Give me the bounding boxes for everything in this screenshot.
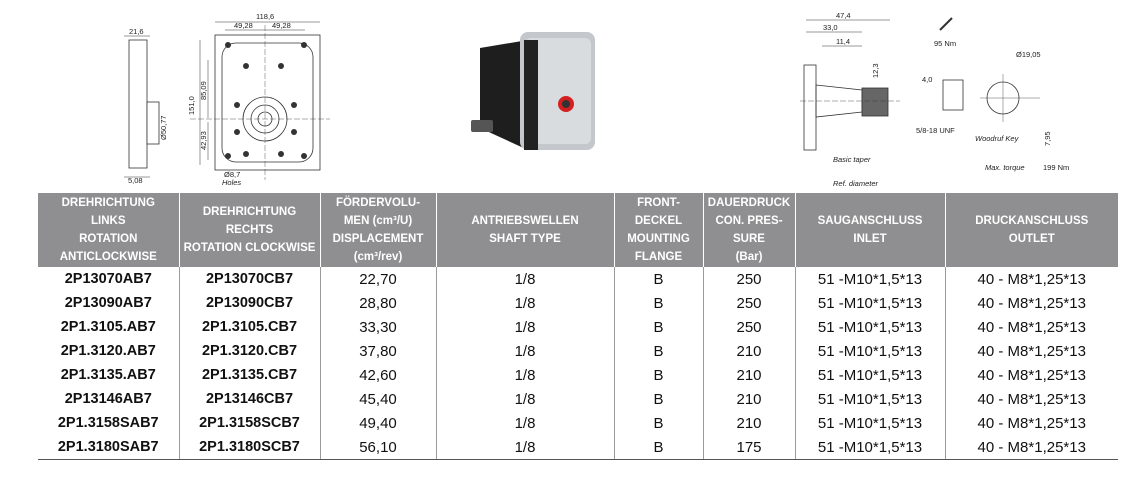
cell-outlet: 40 - M8*1,25*13 bbox=[977, 342, 1086, 360]
cell-flange: B bbox=[614, 315, 703, 339]
dim-label: 199 Nm bbox=[1043, 163, 1070, 172]
dim-label: 33,0 bbox=[823, 23, 838, 32]
dim-label: Ref. diameter bbox=[833, 179, 879, 188]
cell-code-left: 2P1.3135.AB7 bbox=[38, 363, 179, 387]
cell-displacement: 45,40 bbox=[320, 387, 436, 411]
header-rotation-left: DREHRICHTUNG LINKS ROTATION ANTICLOCKWISE bbox=[38, 193, 179, 267]
cell-shaft-type: 1/8 bbox=[436, 267, 614, 291]
cell-code-right: 2P1.3135.CB7 bbox=[179, 363, 320, 387]
header-inlet: SAUGANSCHLUSS INLET bbox=[795, 193, 945, 267]
cell-shaft-type: 1/8 bbox=[436, 315, 614, 339]
cell-code-right: 2P1.3105.CB7 bbox=[179, 315, 320, 339]
cell-inlet: 51 -M10*1,5*13 bbox=[795, 339, 945, 363]
dim-label: 5,08 bbox=[128, 176, 143, 185]
cell-code-right: 2P1.3158SCB7 bbox=[179, 411, 320, 435]
dim-label: 49,28 bbox=[272, 21, 291, 30]
cell-code-left: 2P13090AB7 bbox=[38, 291, 179, 315]
cell-shaft-type: 1/8 bbox=[436, 411, 614, 435]
cell-displacement: 33,30 bbox=[320, 315, 436, 339]
dim-label: Ø8,7 bbox=[224, 170, 241, 179]
header-outlet: DRUCKANSCHLUSS OUTLET bbox=[945, 193, 1118, 267]
dim-label: Woodruf Key bbox=[975, 134, 1019, 143]
cell-inlet: 51 -M10*1,5*13 bbox=[795, 315, 945, 339]
dim-label: 85,09 bbox=[199, 81, 208, 100]
cell-outlet: 40 - M8*1,25*13 bbox=[977, 294, 1086, 312]
cell-inlet: 51 -M10*1,5*13 bbox=[795, 291, 945, 315]
table-header-row bbox=[38, 193, 1118, 267]
cell-flange: B bbox=[614, 363, 703, 387]
cell-code-left: 2P1.3120.AB7 bbox=[38, 339, 179, 363]
dim-label: 151,0 bbox=[187, 96, 196, 115]
header-continuous-pressure: DAUERDRUCK CON. PRES- SURE (Bar) bbox=[703, 193, 795, 267]
cell-outlet: 40 - M8*1,25*13 bbox=[945, 435, 1118, 460]
technical-drawings bbox=[0, 0, 1148, 192]
dim-label: 47,4 bbox=[836, 11, 851, 20]
dim-label: 5/8-18 UNF bbox=[916, 126, 955, 135]
cell-code-right: 2P13070CB7 bbox=[179, 267, 320, 291]
dim-label: Basic taper bbox=[833, 155, 871, 164]
cell-outlet: 40 - M8*1,25*13 bbox=[977, 318, 1086, 336]
cell-pressure: 175 bbox=[703, 435, 795, 460]
cell-displacement: 22,70 bbox=[320, 267, 436, 291]
dim-label: 11,4 bbox=[836, 37, 851, 46]
header-displacement: FÖRDERVOLU- MEN (cm³/U) DISPLACEMENT (cm³/rev) bbox=[320, 193, 436, 267]
cell-flange: B bbox=[614, 435, 703, 460]
cell-code-left: 2P1.3105.AB7 bbox=[38, 315, 179, 339]
dim-label: 7,95 bbox=[1043, 131, 1052, 146]
cell-flange: B bbox=[614, 339, 703, 363]
dim-label: Max. torque bbox=[985, 163, 1025, 172]
cell-pressure: 210 bbox=[703, 339, 795, 363]
table-row bbox=[38, 267, 1118, 291]
table-row bbox=[38, 315, 1118, 339]
dim-label: 118,6 bbox=[256, 12, 275, 21]
cell-pressure: 250 bbox=[703, 291, 795, 315]
cell-inlet: 51 -M10*1,5*13 bbox=[795, 435, 945, 460]
cell-displacement: 28,80 bbox=[320, 291, 436, 315]
cell-code-left: 2P1.3180SAB7 bbox=[38, 435, 179, 460]
dim-label: 12,3 bbox=[871, 63, 880, 78]
cell-code-right: 2P1.3120.CB7 bbox=[179, 339, 320, 363]
cell-flange: B bbox=[614, 291, 703, 315]
cell-shaft-type: 1/8 bbox=[436, 339, 614, 363]
cell-pressure: 250 bbox=[703, 315, 795, 339]
cell-shaft-type: 1/8 bbox=[436, 363, 614, 387]
cell-flange: B bbox=[614, 267, 703, 291]
cell-inlet: 51 -M10*1,5*13 bbox=[795, 411, 945, 435]
cell-outlet: 40 - M8*1,25*13 bbox=[977, 270, 1086, 288]
cell-outlet: 40 - M8*1,25*13 bbox=[977, 366, 1086, 384]
pump-illustration bbox=[471, 32, 595, 150]
table-row bbox=[38, 339, 1118, 363]
cell-inlet: 51 -M10*1,5*13 bbox=[795, 363, 945, 387]
cell-inlet: 51 -M10*1,5*13 bbox=[795, 267, 945, 291]
cell-displacement: 49,40 bbox=[320, 411, 436, 435]
cell-shaft-type: 1/8 bbox=[436, 291, 614, 315]
pump-spec-table bbox=[38, 193, 1118, 460]
dim-label: 42,93 bbox=[199, 131, 208, 150]
dim-label: 49,28 bbox=[234, 21, 253, 30]
header-mounting-flange: FRONT- DECKEL MOUNTING FLANGE bbox=[614, 193, 703, 267]
dim-label: 95 Nm bbox=[934, 39, 957, 48]
header-rotation-right: DREHRICHTUNG RECHTS ROTATION CLOCKWISE bbox=[179, 193, 320, 267]
cell-displacement: 42,60 bbox=[320, 363, 436, 387]
dim-label: Ø50,77 bbox=[159, 115, 168, 140]
cell-shaft-type: 1/8 bbox=[436, 435, 614, 460]
cell-code-right: 2P13146CB7 bbox=[179, 387, 320, 411]
dim-label: 4,0 bbox=[922, 75, 933, 84]
cell-pressure: 210 bbox=[703, 363, 795, 387]
cell-inlet: 51 -M10*1,5*13 bbox=[795, 387, 945, 411]
dim-label: Ø19,05 bbox=[1016, 50, 1041, 59]
dim-label: 21,6 bbox=[129, 27, 144, 36]
cell-outlet: 40 - M8*1,25*13 bbox=[977, 414, 1086, 432]
table-row bbox=[38, 291, 1118, 315]
table-row bbox=[38, 363, 1118, 387]
table-row bbox=[38, 435, 1118, 460]
cell-shaft-type: 1/8 bbox=[436, 387, 614, 411]
cell-pressure: 210 bbox=[703, 387, 795, 411]
table-row bbox=[38, 411, 1118, 435]
cell-code-left: 2P13070AB7 bbox=[38, 267, 179, 291]
dim-label: Holes bbox=[222, 178, 242, 187]
cell-code-left: 2P1.3158SAB7 bbox=[38, 411, 179, 435]
cell-code-left: 2P13146AB7 bbox=[38, 387, 179, 411]
header-shaft-type: ANTRIEBSWELLEN SHAFT TYPE bbox=[436, 193, 614, 267]
cell-code-right: 2P13090CB7 bbox=[179, 291, 320, 315]
cell-code-right: 2P1.3180SCB7 bbox=[179, 435, 320, 460]
cell-pressure: 250 bbox=[703, 267, 795, 291]
cell-displacement: 37,80 bbox=[320, 339, 436, 363]
table-row bbox=[38, 387, 1118, 411]
cell-flange: B bbox=[614, 387, 703, 411]
cell-flange: B bbox=[614, 411, 703, 435]
cell-outlet: 40 - M8*1,25*13 bbox=[977, 390, 1086, 408]
cell-displacement: 56,10 bbox=[320, 435, 436, 460]
cell-pressure: 210 bbox=[703, 411, 795, 435]
